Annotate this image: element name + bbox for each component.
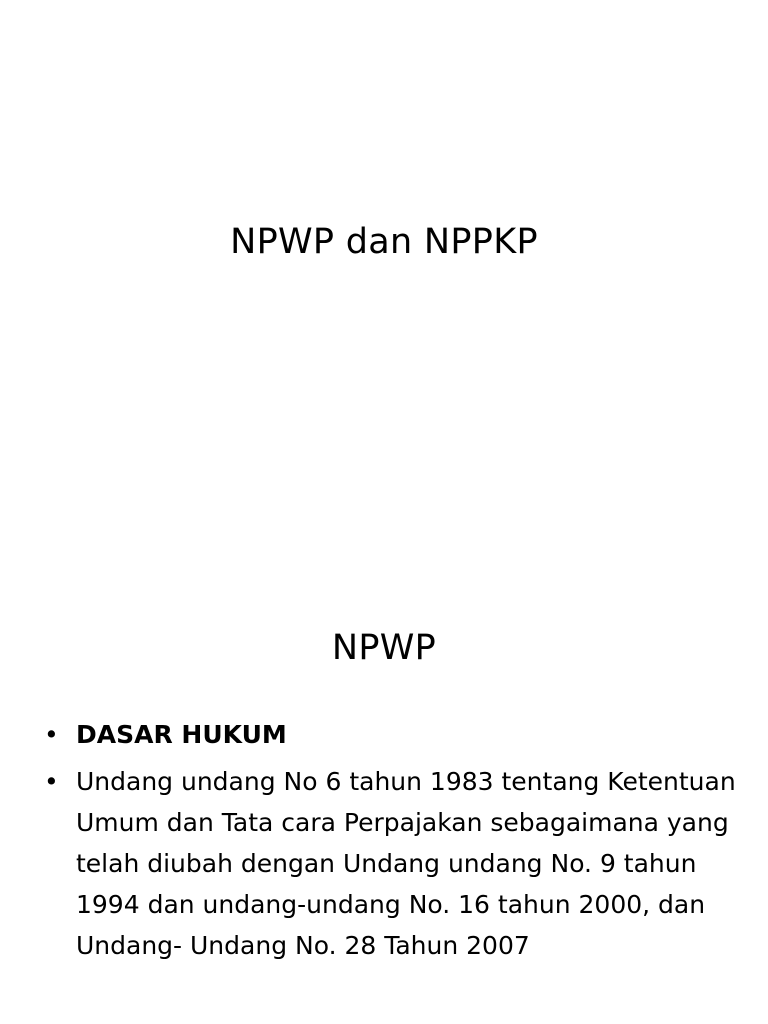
bullet-icon: • xyxy=(44,767,59,796)
bullet-text: Undang undang No 6 tahun 1983 tentang Ketentuan Umum dan Tata cara Perpajakan sebagaimana yang telah diubah dengan Undang undang No. 9 tahun 1994 dan undang-undang No. 16 tahun 2000, dan Undang- Undang No. 28 Tahun 2007 xyxy=(76,767,736,960)
bullet-text: DASAR HUKUM xyxy=(76,720,287,749)
bullet-icon: • xyxy=(44,720,59,749)
slide-title-heading: NPWP dan NPPKP xyxy=(230,222,538,262)
slide-heading: NPWP xyxy=(331,628,437,668)
bullet-item-dasar-hukum xyxy=(44,714,744,755)
bullet-list xyxy=(44,714,744,972)
slide-npwp xyxy=(0,576,768,1024)
bullet-item-undang-undang xyxy=(44,761,744,966)
